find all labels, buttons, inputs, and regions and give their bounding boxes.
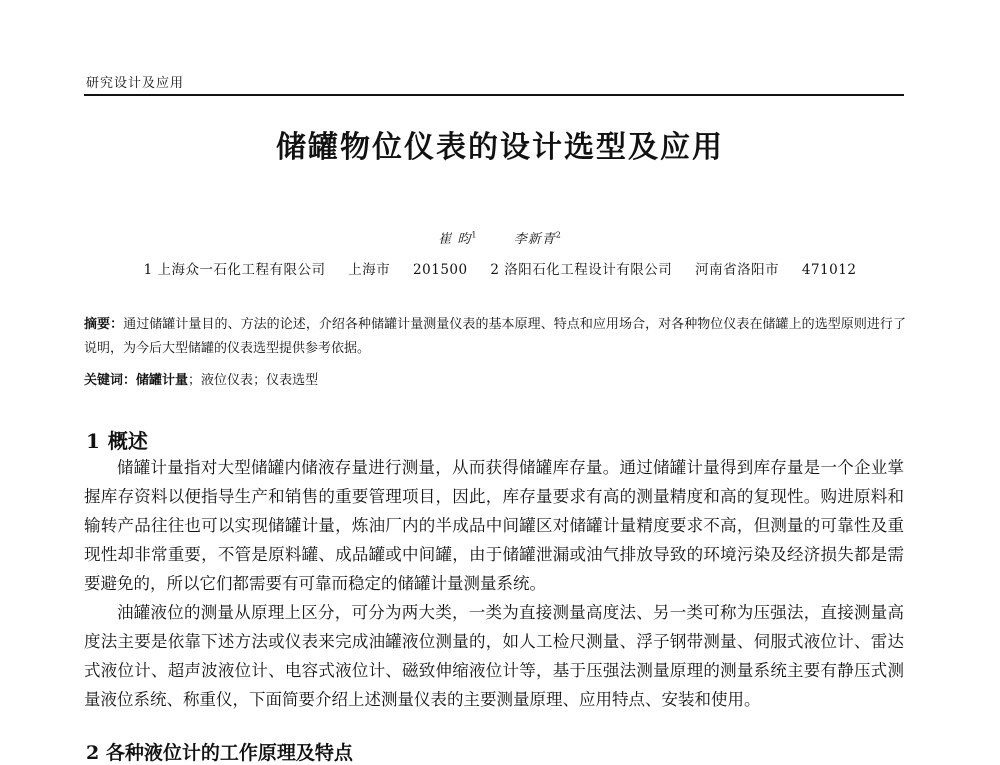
keyword: 储罐计量 xyxy=(136,373,189,388)
affiliation-postcode: 471012 xyxy=(801,262,857,278)
keywords-label: 关键词： xyxy=(84,373,137,388)
section-body xyxy=(84,453,904,714)
author-name: 崔 昀 xyxy=(438,232,472,247)
affiliation-postcode: 201500 xyxy=(413,262,468,278)
keyword: 液位仪表 xyxy=(201,373,254,388)
affiliation-city: 上海市 xyxy=(348,262,391,278)
affiliation-city: 河南省洛阳市 xyxy=(695,262,780,278)
affiliation-name: 2 洛阳石化工程设计有限公司 xyxy=(490,262,673,278)
header-rule xyxy=(84,94,904,96)
keyword: 仪表选型 xyxy=(266,373,319,388)
section-heading xyxy=(86,425,148,454)
author-name: 李新青 xyxy=(513,232,556,247)
author-affil-marker: 1 xyxy=(471,230,478,240)
abstract-label: 摘要： xyxy=(84,317,124,332)
article-title: 储罐物位仪表的设计选型及应用 xyxy=(276,130,724,165)
author-affil-marker: 2 xyxy=(555,230,562,240)
affiliation-line xyxy=(0,258,1000,278)
running-header: 研究设计及应用 xyxy=(86,76,185,91)
section-number: 1 xyxy=(86,429,100,453)
next-section-heading: 2 各种液位计的工作原理及特点 xyxy=(86,742,353,764)
abstract-text: 通过储罐计量目的、方法的论述，介绍各种储罐计量测量仪表的基本原理、特点和应用场合，对各种物位仪表在储罐上的选型原则进行了说明，为今后大型储罐的仪表选型提供参考依据。 xyxy=(84,317,906,356)
body-paragraph: 储罐计量指对大型储罐内储液存量进行测量，从而获得储罐库存量。通过储罐计量得到库存量是一个企业掌握库存资料以便指导生产和销售的重要管理项目，因此，库存量要求有高的测量精度和高的复现性。购进原料和输转产品往往也可以实现储罐计量，炼油厂内的半成品中间罐区对储罐计量精度要求不高，但测量的可靠性及重现性却非常重要，不管是原料罐、成品罐或中间罐，由于储罐泄漏或油气排放导致的环境污染及经济损失都是需要避免的，所以它们都需要有可靠而稳定的储罐计量测量系统。 xyxy=(84,458,904,593)
section-title-text: 概述 xyxy=(107,429,148,453)
abstract xyxy=(84,313,906,361)
affiliation-name: 1 上海众一石化工程有限公司 xyxy=(143,262,326,278)
author-line xyxy=(0,228,1000,247)
body-paragraph: 油罐液位的测量从原理上区分，可分为两大类，一类为直接测量高度法、另一类可称为压强法，直接测量高度法主要是依靠下述方法或仪表来完成油罐液位测量的，如人工检尺测量、浮子钢带测量、伺服式液位计、雷达式液位计、超声波液位计、电容式液位计、磁致伸缩液位计等，基于压强法测量原理的测量系统主要有静压式测量液位系统、称重仪，下面简要介绍上述测量仪表的主要测量原理、应用特点、安装和使用。 xyxy=(84,603,904,709)
keywords: 关键词：储罐计量；液位仪表；仪表选型 xyxy=(84,373,319,388)
